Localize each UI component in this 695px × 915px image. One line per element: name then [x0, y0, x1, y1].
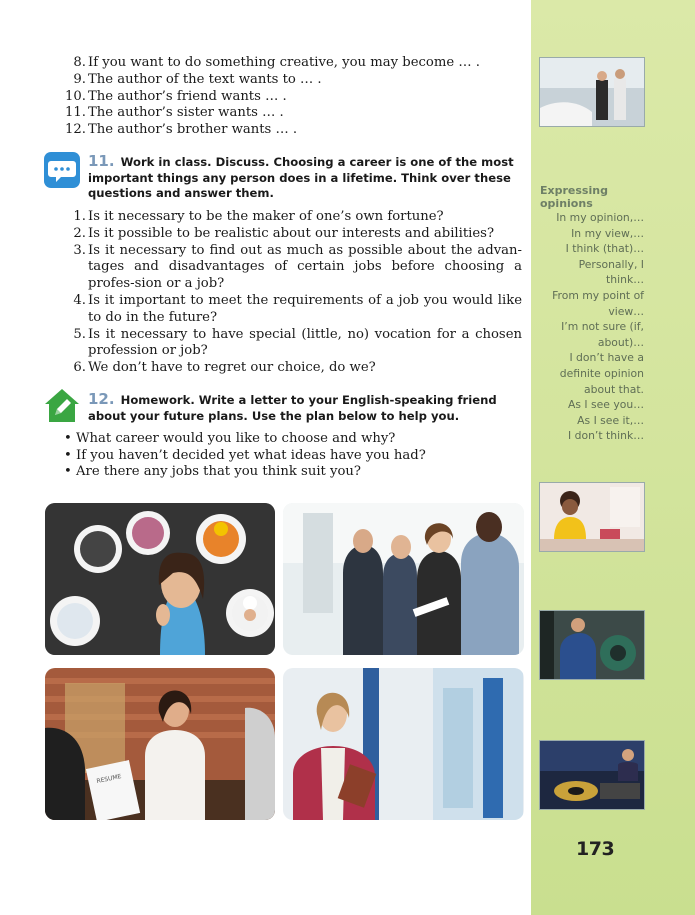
phrase: about that.: [584, 382, 644, 396]
photo-job-interview-resume: [45, 668, 275, 820]
phrase: about)…: [597, 335, 644, 349]
task-12-instruction: 12. Homework. Write a letter to your English-speaking friend about your future plans. Use the plan below to help you.: [88, 390, 497, 423]
phrase: As I see it,…: [577, 413, 644, 427]
phrase: definite opinion: [559, 366, 644, 380]
list-item: 12. The author’s brother wants … .: [65, 122, 298, 138]
opinion-phrases: [538, 210, 644, 444]
list-item: 6. We don’t have to regret our choice, do we?: [73, 360, 376, 376]
speech-bubble-icon: [44, 152, 80, 192]
list-item: 11. The author’s sister wants … .: [65, 105, 284, 121]
phrase: I’m not sure (if,: [561, 320, 644, 334]
list-item: 10. The author’s friend wants … .: [65, 88, 287, 104]
list-item: 4. Is it important to meet the requirements of a job you would like to do in the future?: [73, 292, 522, 325]
list-item: 3. Is it necessary to find out as much as possible about the advan-tages and disadvantages of certain jobs before choosing a profes-sion or a job?: [73, 242, 522, 292]
thumb-dj-photo: [539, 740, 645, 810]
task-12-plan: [64, 431, 524, 481]
phrase: From my point of: [552, 288, 644, 302]
sidebar-title: Expressing opinions: [540, 184, 608, 210]
task-number: 12.: [88, 390, 115, 408]
list-item: 9. The author of the text wants to … .: [73, 71, 322, 87]
list-item: • What career would you like to choose and why?: [64, 431, 524, 448]
phrase: In my opinion,…: [556, 211, 644, 224]
phrase: view…: [608, 304, 644, 318]
phrase: I don’t think…: [568, 429, 644, 443]
photo-girl-thinking-careers: [45, 503, 275, 655]
top-question-list: [62, 55, 522, 139]
pencil-house-icon: [44, 388, 80, 428]
list-item: 2. Is it possible to be realistic about our interests and abilities?: [73, 225, 495, 241]
thumb-mechanic-photo: [539, 610, 645, 680]
photo-interview-waiting-room: [283, 503, 524, 655]
task-11-questions: [62, 209, 522, 377]
thumb-designer-photo: [539, 482, 645, 552]
page-number: 173: [576, 838, 615, 860]
thumb-handshake-photo: [539, 57, 645, 127]
list-item: • Are there any jobs that you think suit you?: [64, 464, 524, 481]
list-item: • If you haven’t decided yet what ideas have you had?: [64, 448, 524, 465]
task-number: 11.: [88, 152, 115, 170]
phrase: Personally, I think…: [578, 257, 644, 287]
phrase: I think (that)…: [565, 242, 644, 256]
phrase: In my view,…: [571, 226, 644, 240]
task-11-instruction: 11. Work in class. Discuss. Choosing a career is one of the most important things any person does in a lifetime. Think over these questions and answer them.: [88, 152, 514, 201]
photo-girl-with-books: [283, 668, 524, 820]
list-item: 5. Is it necessary to have special (little, no) vocation for a chosen profession or job?: [73, 326, 522, 359]
phrase: As I see you…: [567, 398, 644, 412]
list-item: 8. If you want to do something creative, you may become … .: [73, 55, 480, 70]
list-item: 1. Is it necessary to be the maker of one’s own fortune?: [73, 209, 444, 224]
phrase: I don’t have a: [569, 351, 644, 365]
resume-label: RESUME: [95, 773, 123, 786]
